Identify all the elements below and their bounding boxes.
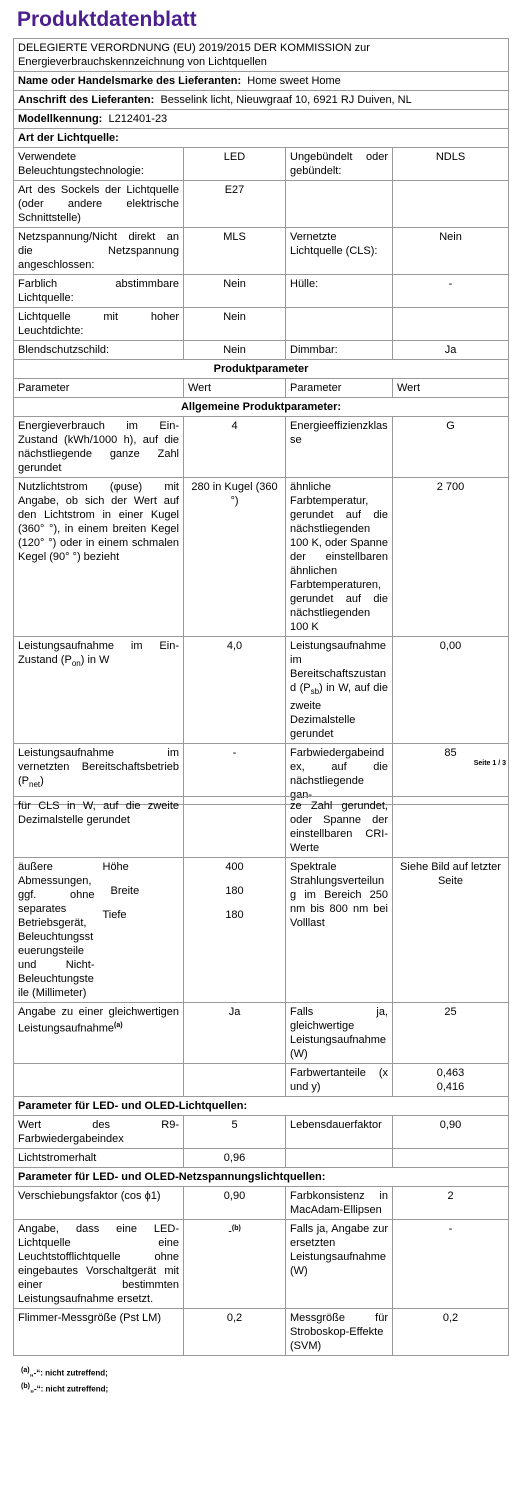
brand-row: Name oder Handelsmarke des Lieferanten: Home sweet Home [14, 72, 509, 91]
type-row: Verwendete Beleuchtungstechnologie: LED Ungebündelt oder gebündelt: NDLS [14, 148, 509, 181]
param-row: Leistungsaufnahme im Ein-Zustand $(P_{on})$ in W 4,0 Leistungsaufnahme im Bereitschaftszustand $(P_{sb})$ in W, auf die zweite Dezimalstelle gerundet 0,00 [14, 637, 509, 744]
footnote-a: $^{(a)}$„-“: nicht zutreffend; [21, 1367, 108, 1378]
column-headers: Parameter Wert Parameter Wert [14, 379, 509, 398]
type-row: Art des Sockels der Lichtquelle (oder andere elektrische Schnittstelle) E27 [14, 181, 509, 228]
page-number: Seite 1 / 3 [473, 760, 506, 767]
type-heading: Art der Lichtquelle: [14, 129, 509, 148]
model-row: Modellkennung: L212401-23 [14, 110, 509, 129]
type-row: Netzspannung/Nicht direkt an die Netzspannung angeschlossen: MLS Vernetzte Lichtquelle (CLS): Nein [14, 228, 509, 275]
param-row: Verschiebungsfaktor (cos ϕ1) 0,90 Farbkonsistenz in MacAdam-Ellipsen 2 [14, 1187, 509, 1220]
param-row: Angabe, dass eine LED-Lichtquelle eine Leuchtstofflichtquelle ohne eingebautes Vorschaltgerät mit einer bestimmten Leistungsaufnahme ersetzt. -$^{(b)}$ Falls ja, Angabe zur ersetzten Leistungsaufnahme (W) - [14, 1220, 509, 1309]
page-title: Produktdatenblatt [17, 8, 197, 31]
general-heading: Allgemeine Produktparameter: [14, 398, 509, 417]
type-row: Farblich abstimmbare Lichtquelle: Nein Hülle: - [14, 275, 509, 308]
mains-heading: Parameter für LED- und OLED-Netzspannungslichtquellen: [14, 1168, 509, 1187]
param-row: für CLS in W, auf die zweite Dezimalstelle gerundet ze Zahl gerundet, oder Spanne der einstellbaren CRI-Werte [14, 797, 509, 858]
param-row: Farbwertanteile (x und y) 0,463 0,416 [14, 1064, 509, 1097]
param-row: Nutzlichtstrom (φuse) mit Angabe, ob sich der Wert auf den Lichtstrom in einer Kugel (360° °), in einem breiten Kegel (120° °) oder in einem schmalen Kegel (90° °) bezieht 280 in Kugel (360 °) ähnliche Farbtemperatur, gerundet auf die nächstliegenden 100 K, oder Spanne der einstellbaren ähnlichen Farbtemperaturen, gerundet auf die nächstliegenden 100 K 2 700 [14, 478, 509, 637]
brand-value: Home sweet Home [247, 75, 341, 87]
param-row: Energieverbrauch im Ein-Zustand (kWh/1000 h), auf die nächstliegende ganze Zahl gerundet 4 Energieeffizienzklasse G [14, 417, 509, 478]
page-2 [13, 796, 508, 1395]
footnote-b: $^{(b)}$„-“: nicht zutreffend; [21, 1382, 109, 1394]
dimensions-label: äußere Abmessungen, ggf. ohne separates Betriebsgerät, Beleuchtungssteuerungsteile und Nicht-Beleuchtungsteile (Millimeter) [14, 858, 99, 1003]
product-params-heading: Produktparameter [14, 360, 509, 379]
param-row: Angabe zu einer gleichwertigen Leistungsaufnahme$^{(a)}$ Ja Falls ja, gleichwertige Leistungsaufnahme (W) 25 [14, 1003, 509, 1064]
led-heading: Parameter für LED- und OLED-Lichtquellen: [14, 1097, 509, 1116]
address-row: Anschrift des Lieferanten: Besselink licht, Nieuwgraaf 10, 6921 RJ Duiven, NL [14, 91, 509, 110]
param-row: Flimmer-Messgröße (Pst LM) 0,2 Messgröße für Stroboskop-Effekte (SVM) 0,2 [14, 1309, 509, 1356]
param-row: Lichtstromerhalt 0,96 [14, 1149, 509, 1168]
regulation-text: DELEGIERTE VERORDNUNG (EU) 2019/2015 DER KOMMISSION zur Energieverbrauchskennzeichnung von Lichtquellen [14, 39, 509, 72]
dimension-row: Tiefe 180 [14, 906, 509, 1003]
type-row: Blendschutzschild: Nein Dimmbar: Ja [14, 341, 509, 360]
params-table-continued [13, 796, 509, 1356]
param-row: Leistungsaufnahme im vernetzten Bereitschaftsbetrieb $(P_{net})$ - Farbwiedergabeindex, auf die nächstliegende gan- 85 [14, 744, 509, 805]
model-value: L212401-23 [108, 113, 168, 125]
dimension-row: Breite 180 [14, 882, 509, 906]
type-table [13, 38, 509, 805]
dimension-row: äußere Abmessungen, ggf. ohne separates Betriebsgerät, Beleuchtungssteuerungsteile und Nicht-Beleuchtungsteile (Millimeter) Höhe 400 Spektrale Strahlungsverteilung im Bereich 250 nm bis 800 nm bei Volllast Siehe Bild auf letzter Seite [14, 858, 509, 883]
param-row: Wert des R9-Farbwiedergabeindex 5 Lebensdauerfaktor 0,90 [14, 1116, 509, 1149]
type-row: Lichtquelle mit hoher Leuchtdichte: Nein [14, 308, 509, 341]
page-1 [13, 8, 508, 805]
address-value: Besselink licht, Nieuwgraaf 10, 6921 RJ Duiven, NL [160, 94, 412, 106]
